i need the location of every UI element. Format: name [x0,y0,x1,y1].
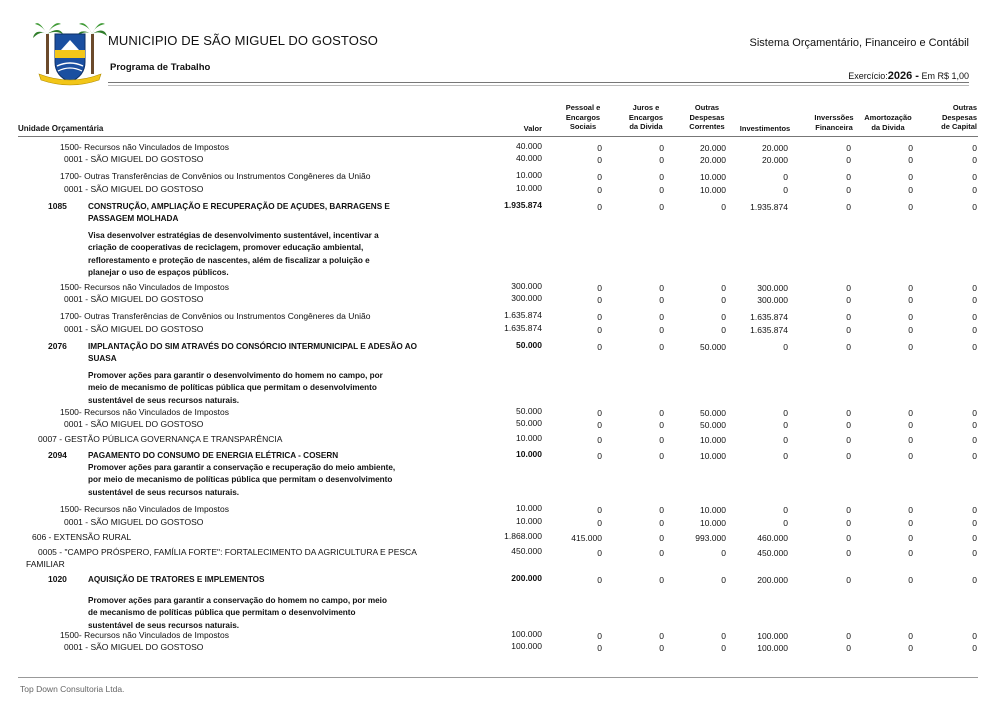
value-cell: 0 [846,631,851,641]
value-cell: 0 [908,643,913,653]
value-cell: 0 [908,342,913,352]
value-cell: 0 [908,408,913,418]
value-cell: 0 [846,172,851,182]
value-cell: 0 [659,575,664,585]
value-cell: 0 [908,325,913,335]
value-cell: 0 [846,202,851,212]
row-label: 1500- Recursos não Vinculados de Impostos [60,142,229,152]
value-cell: 460.000 [757,533,788,543]
value-cell: 20.000 [762,143,788,153]
value-cell: 0 [908,420,913,430]
action-description: sustentável de seus recursos naturais. [88,487,240,497]
value-cell: 0 [972,420,977,430]
value-cell: 0 [972,408,977,418]
value-cell: 0 [846,342,851,352]
value-cell: 0 [908,518,913,528]
value-cell: 0 [908,143,913,153]
value-cell: 0 [659,548,664,558]
value-cell: 0 [597,643,602,653]
action-description: meio de mecanismo de políticas pública que permitam o desenvolvimento [88,383,377,393]
value-cell: 0 [721,643,726,653]
municipality-name: MUNICIPIO DE SÃO MIGUEL DO GOSTOSO [108,33,378,48]
value-cell: 0 [597,435,602,445]
value-cell: 0 [846,533,851,543]
value-cell: 0 [846,312,851,322]
value-cell: 0 [721,295,726,305]
value-cell: 0 [597,548,602,558]
value-cell: 0 [846,408,851,418]
value-cell: 0 [721,283,726,293]
row-label: 1700- Outras Transferências de Convênios ou Instrumentos Congêneres da União [60,311,371,321]
action-title: IMPLANTAÇÃO DO SIM ATRAVÉS DO CONSÓRCIO INTERMUNICIPAL E ADESÃO AO [88,342,418,351]
value-cell: 0 [846,283,851,293]
value-cell: 0 [783,408,788,418]
value-cell: 1.868.000 [504,531,542,541]
value-cell: 0 [659,643,664,653]
row-label: 0001 - SÃO MIGUEL DO GOSTOSO [64,294,204,304]
report-title: Programa de Trabalho [110,62,211,73]
value-cell: 0 [908,202,913,212]
value-cell: 0 [659,202,664,212]
value-cell: 0 [972,155,977,165]
row-label: 0001 - SÃO MIGUEL DO GOSTOSO [64,154,204,164]
value-cell: 0 [846,505,851,515]
value-cell: 0 [846,325,851,335]
action-title: SUASA [88,354,117,363]
row-label: 606 - EXTENSÃO RURAL [32,532,132,542]
row-label: 0001 - SÃO MIGUEL DO GOSTOSO [64,419,204,429]
action-code: 2094 [48,450,67,460]
value-cell: 0 [659,342,664,352]
table-header-rule [18,136,978,137]
value-cell: 0 [972,451,977,461]
header-rule [108,82,969,83]
value-cell: 10.000 [700,505,726,515]
row-label-continued: FAMILIAR [26,559,65,569]
value-cell: 0 [908,631,913,641]
value-cell: 0 [783,342,788,352]
value-cell: 0 [659,143,664,153]
value-cell: 300.000 [511,281,542,291]
value-cell: 10.000 [700,518,726,528]
value-cell: 10.000 [516,433,542,443]
action-description: sustentável de seus recursos naturais. [88,620,240,630]
value-cell: 0 [597,575,602,585]
value-cell: 0 [597,451,602,461]
value-cell: 0 [972,283,977,293]
value-cell: 0 [972,312,977,322]
value-cell: 0 [846,643,851,653]
row-label: 0001 - SÃO MIGUEL DO GOSTOSO [64,184,204,194]
value-cell: 0 [659,533,664,543]
action-description: Promover ações para garantir a conservação do homem no campo, por meio [88,596,387,605]
exercise-info [848,70,969,82]
system-name: Sistema Orçamentário, Financeiro e Contábil [749,37,969,49]
value-cell: 0 [846,155,851,165]
value-cell: 0 [783,420,788,430]
value-cell: 0 [908,435,913,445]
value-cell: 1.935.874 [504,200,542,210]
value-cell: 0 [659,155,664,165]
value-cell: 0 [783,185,788,195]
action-description: de mecanismo de políticas pública que permitam o desenvolvimento [88,608,356,618]
row-label: 1500- Recursos não Vinculados de Impostos [60,630,229,640]
col-header-inversoes: Inverssões Financeira [814,113,854,132]
value-cell: 0 [908,312,913,322]
value-cell: 200.000 [511,573,542,583]
value-cell: 0 [908,283,913,293]
shield-icon [55,34,85,82]
footer-rule [18,677,978,678]
value-cell: 10.000 [516,516,542,526]
value-cell: 0 [659,325,664,335]
value-cell: 0 [597,408,602,418]
value-cell: 0 [908,575,913,585]
row-label: 1700- Outras Transferências de Convênios ou Instrumentos Congêneres da União [60,171,371,181]
value-cell: 0 [972,643,977,653]
value-cell: 0 [659,185,664,195]
value-cell: 300.000 [757,295,788,305]
value-cell: 0 [721,312,726,322]
value-cell: 0 [908,451,913,461]
row-label: 1500- Recursos não Vinculados de Impostos [60,504,229,514]
action-title: PAGAMENTO DO CONSUMO DE ENERGIA ELÉTRICA - COSERN [88,451,339,460]
action-title: PASSAGEM MOLHADA [88,214,179,223]
value-cell: 0 [972,172,977,182]
value-cell: 10.000 [700,185,726,195]
row-label: 1500- Recursos não Vinculados de Impostos [60,282,229,292]
value-cell: 0 [846,575,851,585]
action-description: sustentável de seus recursos naturais. [88,395,240,405]
col-header-outras-capital: Outras Despesas de Capital [941,103,977,131]
action-code: 1020 [48,574,67,584]
action-description: reflorestamento e proteção de nascentes, além de fiscalizar a poluição e [88,255,370,265]
value-cell: 0 [597,505,602,515]
footer-company: Top Down Consultoria Ltda. [20,684,125,694]
value-cell: 10.000 [700,435,726,445]
value-cell: 300.000 [757,283,788,293]
value-cell: 0 [908,505,913,515]
value-cell: 0 [908,295,913,305]
action-description: Promover ações para garantir a conservação e recuperação do meio ambiente, [88,463,396,472]
row-label: 0001 - SÃO MIGUEL DO GOSTOSO [64,517,204,527]
value-cell: 0 [659,435,664,445]
action-code: 2076 [48,341,67,351]
value-cell: 0 [972,533,977,543]
value-cell: 50.000 [516,340,542,350]
value-cell: 1.635.874 [750,325,788,335]
value-cell: 0 [846,185,851,195]
value-cell: 450.000 [511,546,542,556]
value-cell: 415.000 [571,533,602,543]
value-cell: 0 [972,325,977,335]
value-cell: 0 [783,435,788,445]
value-cell: 40.000 [516,153,542,163]
value-cell: 50.000 [700,342,726,352]
value-cell: 0 [783,505,788,515]
value-cell: 20.000 [700,155,726,165]
value-cell: 100.000 [757,643,788,653]
row-label: 0005 - "CAMPO PRÓSPERO, FAMÍLIA FORTE": FORTALECIMENTO DA AGRICULTURA E PESCA [38,547,417,557]
value-cell: 0 [972,631,977,641]
col-header-valor: Valor [523,124,542,133]
value-cell: 0 [659,420,664,430]
value-cell: 0 [721,575,726,585]
value-cell: 0 [597,631,602,641]
value-cell: 993.000 [695,533,726,543]
value-cell: 0 [972,185,977,195]
value-cell: 0 [846,420,851,430]
value-cell: 100.000 [511,629,542,639]
value-cell: 0 [846,518,851,528]
value-cell: 0 [659,505,664,515]
value-cell: 0 [783,518,788,528]
col-header-investimentos: Investimentos [739,124,791,133]
value-cell: 20.000 [762,155,788,165]
value-cell: 10.000 [516,503,542,513]
value-cell: 0 [659,283,664,293]
action-title: AQUISIÇÃO DE TRATORES E IMPLEMENTOS [88,575,265,584]
value-cell: 40.000 [516,141,542,151]
value-cell: 0 [972,575,977,585]
value-cell: 50.000 [516,418,542,428]
value-cell: 1.635.874 [504,310,542,320]
value-cell: 0 [972,202,977,212]
value-cell: 0 [846,295,851,305]
value-cell: 0 [846,451,851,461]
action-title: CONSTRUÇÃO, AMPLIAÇÃO E RECUPERAÇÃO DE AÇUDES, BARRAGENS E [88,202,390,211]
value-cell: 0 [908,185,913,195]
value-cell: 0 [659,451,664,461]
value-cell: 0 [597,342,602,352]
row-label: 0001 - SÃO MIGUEL DO GOSTOSO [64,324,204,334]
value-cell: 0 [721,202,726,212]
value-cell: 10.000 [700,451,726,461]
value-cell: 0 [659,518,664,528]
value-cell: 0 [659,408,664,418]
value-cell: 100.000 [757,631,788,641]
value-cell: 0 [972,143,977,153]
value-cell: 50.000 [700,408,726,418]
value-cell: 0 [659,172,664,182]
value-cell: 200.000 [757,575,788,585]
value-cell: 0 [597,518,602,528]
value-cell: 0 [659,295,664,305]
value-cell: 0 [597,155,602,165]
value-cell: 0 [972,342,977,352]
value-cell: 0 [597,420,602,430]
municipality-logo [33,20,107,86]
value-cell: 100.000 [511,641,542,651]
action-description: Promover ações para garantir o desenvolvimento do homem no campo, por [88,371,383,380]
value-cell: 1.635.874 [750,312,788,322]
col-header-amortizacao: Amortozação da Divida [864,113,912,132]
value-cell: 0 [597,283,602,293]
col-header-juros: Juros e Encargos da Divida [628,103,664,131]
value-cell: 0 [846,143,851,153]
value-cell: 0 [846,548,851,558]
currency-label: Em R$ 1,00 [921,71,969,81]
value-cell: 0 [972,548,977,558]
value-cell: 10.000 [516,183,542,193]
value-cell: 0 [597,143,602,153]
exercise-year: 2026 - [887,70,919,82]
action-description: por meio de mecanismo de políticas pública que permitam o desenvolvimento [88,475,393,485]
value-cell: 0 [972,295,977,305]
col-header-outras-correntes: Outras Despesas Correntes [689,103,725,131]
value-cell: 0 [597,295,602,305]
value-cell: 0 [783,172,788,182]
value-cell: 0 [908,172,913,182]
value-cell: 10.000 [700,172,726,182]
value-cell: 450.000 [757,548,788,558]
value-cell: 50.000 [700,420,726,430]
header-rule-light [108,85,969,86]
value-cell: 1.635.874 [504,323,542,333]
value-cell: 50.000 [516,406,542,416]
value-cell: 0 [908,155,913,165]
col-header-unit: Unidade Orçamentária [18,124,104,133]
value-cell: 0 [972,518,977,528]
action-code: 1085 [48,201,67,211]
col-header-pessoal: Pessoal e Encargos Sociais [565,103,601,131]
value-cell: 0 [597,185,602,195]
action-description: planejar o uso de espaços públicos. [88,267,229,277]
value-cell: 1.935.874 [750,202,788,212]
value-cell: 0 [783,451,788,461]
value-cell: 0 [597,325,602,335]
value-cell: 20.000 [700,143,726,153]
row-label: 0001 - SÃO MIGUEL DO GOSTOSO [64,642,204,652]
value-cell: 0 [721,631,726,641]
value-cell: 0 [597,312,602,322]
action-description: criação de cooperativas de reciclagem, promover educação ambiental, [88,243,364,253]
value-cell: 0 [597,202,602,212]
value-cell: 0 [908,533,913,543]
value-cell: 10.000 [516,170,542,180]
value-cell: 0 [846,435,851,445]
value-cell: 0 [597,172,602,182]
value-cell: 10.000 [516,449,542,459]
value-cell: 0 [721,548,726,558]
value-cell: 0 [972,435,977,445]
action-description: Visa desenvolver estratégias de desenvolvimento sustentável, incentivar a [88,231,379,240]
value-cell: 0 [721,325,726,335]
row-label: 1500- Recursos não Vinculados de Impostos [60,407,229,417]
value-cell: 0 [908,548,913,558]
value-cell: 0 [659,312,664,322]
value-cell: 0 [972,505,977,515]
value-cell: 0 [659,631,664,641]
exercise-label: Exercício: [848,71,888,81]
value-cell: 300.000 [511,293,542,303]
row-label: 0007 - GESTÃO PÚBLICA GOVERNANÇA E TRANSPARÊNCIA [38,434,283,444]
